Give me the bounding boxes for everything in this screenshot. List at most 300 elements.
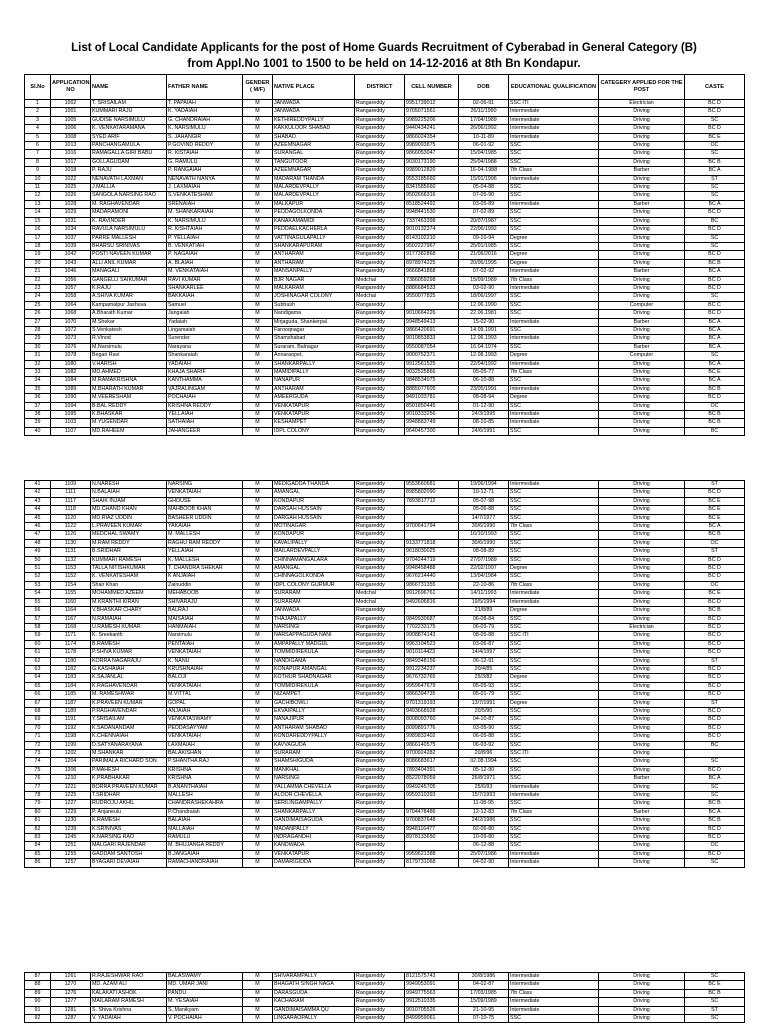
cell-caste: SC [685,1015,745,1023]
cell-father-name: M. YESAIAH [167,998,243,1006]
cell-dob: 10-09-80 [459,834,509,842]
cell-gender: M [243,497,273,505]
cell-native-place: Mirjaguda, Shankerpal [273,318,355,326]
cell-category: Driving [599,792,685,800]
cell-district: Rangareddy [355,506,405,514]
cell-name: M. RAGHAVENDAR [91,200,167,208]
candidates-table-1 [24,74,745,436]
cell-sl-no: 91 [25,1006,51,1014]
cell-caste: BC D [685,674,745,682]
cell-caste: BC D [685,716,745,724]
cell-cell-number: 9030173190 [405,158,459,166]
cell-application-no: 1155 [51,590,91,598]
table-row [25,506,745,514]
cell-native-place: AZEEMNAGAR [273,142,355,150]
cell-category: Driving [599,989,685,997]
cell-application-no: 1109 [51,481,91,489]
cell-district: Rangareddy [355,133,405,141]
cell-category: Computer [599,352,685,360]
cell-category: Driving [599,125,685,133]
cell-name: MD.RIAZ UDDIN [91,514,167,522]
cell-native-place: ANTHARAM [273,259,355,267]
cell-application-no: 1229 [51,808,91,816]
cell-father-name: YAKAIAH [167,523,243,531]
cell-name: P.SHIVA KUMAR [91,649,167,657]
cell-father-name: K. MALLESH [167,556,243,564]
cell-cell-number: 9010132374 [405,226,459,234]
cell-cell-number: 9492606816 [405,598,459,606]
cell-native-place: GANDIMAISAGUDA [273,817,355,825]
cell-qualification: SSC [509,192,599,200]
cell-cell-number: 9948883749 [405,419,459,427]
cell-native-place: VENKATAPUR [273,850,355,858]
cell-dob: 30/6/1990 [459,523,509,531]
cell-gender: M [243,301,273,309]
cell-qualification: SSC ITI [509,100,599,108]
cell-qualification: Intermediate [509,335,599,343]
cell-application-no: 1006 [51,125,91,133]
cell-cell-number: 8978974225 [405,259,459,267]
cell-father-name: P.GOVIND REDDY [167,142,243,150]
cell-category: Driving [599,175,685,183]
cell-father-name: MALLESH [167,792,243,800]
cell-district: Rangareddy [355,167,405,175]
cell-district: Rangareddy [355,377,405,385]
cell-gender: M [243,394,273,402]
cell-district: Rangareddy [355,209,405,217]
cell-name: K.PRABHAKAR [91,775,167,783]
cell-sl-no: 52 [25,573,51,581]
cell-sl-no: 30 [25,343,51,351]
cell-category: Driving [599,242,685,250]
cell-native-place: MANSANPALLY [273,268,355,276]
cell-dob: 14/7/1977 [459,514,509,522]
cell-cell-number: 9553185660 [405,175,459,183]
cell-application-no: 1277 [51,998,91,1006]
cell-cell-number: 9951739012 [405,100,459,108]
cell-qualification: SSC [509,310,599,318]
cell-category: Driving [599,531,685,539]
cell-category: Driving [599,1015,685,1023]
cell-name: K. RAVINDER [91,217,167,225]
cell-name: N.BALAIAH [91,489,167,497]
table-row [25,724,745,732]
cell-caste: OC [685,581,745,589]
cell-qualification: 7th Class [509,369,599,377]
cell-name: K.CHENNAIAH [91,733,167,741]
cell-cell-number: 9866053047 [405,150,459,158]
cell-caste: BC B [685,817,745,825]
cell-application-no: 1017 [51,158,91,166]
cell-father-name: P.Chandraiah [167,808,243,816]
cell-district: Rangareddy [355,259,405,267]
cell-application-no: 1189 [51,707,91,715]
cell-name: BYAGARI DEVAIAH [91,859,167,867]
cell-dob: 09-10-94 [459,234,509,242]
table-row [25,707,745,715]
cell-category: Driving [599,377,685,385]
cell-name: A.Bharath Kumar [91,310,167,318]
cell-application-no: 1152 [51,573,91,581]
cell-father-name: K. YADAIAH [167,108,243,116]
cell-dob: 30/8/1986 [459,973,509,981]
cell-category: Driving [599,284,685,292]
cell-sl-no: 61 [25,649,51,657]
cell-native-place: MALARDEVPALLY [273,192,355,200]
cell-cell-number: 9618030025 [405,548,459,556]
cell-gender: M [243,665,273,673]
cell-qualification: SSC [509,1015,599,1023]
cell-category: Driving [599,691,685,699]
cell-district: Rangareddy [355,116,405,124]
cell-qualification: SSC [509,649,599,657]
cell-native-place: JANWADA [273,607,355,615]
cell-gender: M [243,284,273,292]
cell-sl-no: 9 [25,167,51,175]
cell-caste: BC A [685,523,745,531]
cell-native-place: KONDAPUR [273,497,355,505]
cell-native-place: NARSAPPAGUDA NANI [273,632,355,640]
cell-cell-number: 9700837648 [405,817,459,825]
cell-cell-number: 8985802090 [405,489,459,497]
table-row [25,973,745,981]
cell-native-place: AMEERGUDA [273,394,355,402]
cell-gender: M [243,989,273,997]
cell-application-no: 1080 [51,360,91,368]
cell-sl-no: 33 [25,369,51,377]
table-row [25,514,745,522]
cell-gender: M [243,817,273,825]
cell-qualification: Intermediate [509,973,599,981]
cell-native-place: SURARAM [273,590,355,598]
cell-sl-no: 66 [25,691,51,699]
cell-name: KUMMARI RAMESH [91,556,167,564]
cell-caste: BC E [685,133,745,141]
cell-category: Driving [599,699,685,707]
cell-gender: M [243,758,273,766]
cell-qualification: SSC [509,209,599,217]
cell-caste: BC E [685,590,745,598]
cell-category: Driving [599,259,685,267]
cell-native-place: GACHIBOWLI [273,699,355,707]
cell-caste: BC D [685,556,745,564]
cell-gender: M [243,100,273,108]
table-row [25,175,745,183]
cell-father-name: M.VITTAL [167,691,243,699]
col-name: NAME [91,75,167,100]
cell-district: Rangareddy [355,402,405,410]
cell-qualification: Intermediate [509,590,599,598]
cell-district: Rangareddy [355,226,405,234]
cell-cell-number: 8886684533 [405,284,459,292]
cell-caste: BC A [685,268,745,276]
cell-native-place: MALKAPUR [273,200,355,208]
cell-dob: 15/04/1985 [459,150,509,158]
cell-dob: 08-08-94 [459,394,509,402]
cell-application-no: 1206 [51,766,91,774]
cell-sl-no: 1 [25,100,51,108]
cell-qualification: SSC [509,817,599,825]
cell-category: Driving [599,514,685,522]
cell-sl-no: 86 [25,859,51,867]
cell-name: M.Narsimulu [91,343,167,351]
cell-category: Electrician [599,623,685,631]
cell-caste: BC D [685,615,745,623]
cell-dob: 10-12-71 [459,489,509,497]
col-educational-qualification: EDUCATIONAL QUALIFICATION [509,75,599,100]
cell-native-place: Nandigama [273,310,355,318]
cell-category: Driving [599,142,685,150]
table-row [25,411,745,419]
cell-qualification: Intermediate [509,419,599,427]
table-row [25,775,745,783]
cell-caste: SC [685,242,745,250]
cell-name: B.RAMESH [91,640,167,648]
cell-sl-no: 63 [25,665,51,673]
cell-gender: M [243,565,273,573]
cell-name: GANGELLI SAIKUMAR [91,276,167,284]
cell-gender: M [243,800,273,808]
cell-name: BORRA PRAVEEN KUMAR [91,783,167,791]
cell-gender: M [243,268,273,276]
cell-gender: M [243,539,273,547]
cell-district: Rangareddy [355,657,405,665]
cell-qualification: SSC [509,377,599,385]
cell-dob: 05-01-79 [459,691,509,699]
cell-father-name: Yadaiah [167,318,243,326]
cell-gender: M [243,419,273,427]
cell-sl-no: 11 [25,184,51,192]
cell-category: Barber [599,268,685,276]
cell-gender: M [243,850,273,858]
cell-gender: M [243,167,273,175]
cell-gender: M [243,973,273,981]
cell-sl-no: 49 [25,548,51,556]
cell-caste: BC A [685,360,745,368]
cell-native-place: KESHAMPET [273,419,355,427]
cell-father-name: BASHEER UDDIN [167,514,243,522]
cell-caste: BC A [685,343,745,351]
cell-name: B.SRIDHAR [91,548,167,556]
cell-qualification: Degree [509,674,599,682]
table-row [25,276,745,284]
cell-father-name: R. KISHTAIAH [167,226,243,234]
cell-gender: M [243,750,273,758]
cell-name: K.PRAVEEN KUMAR [91,699,167,707]
cell-qualification: SSC [509,800,599,808]
cell-qualification: SSC ITI [509,750,599,758]
cell-name: GOLLAGUDAM [91,158,167,166]
cell-native-place: NANDIGAMA [273,657,355,665]
cell-father-name: VENKATAIAH [167,733,243,741]
cell-father-name: G. RAMULU [167,158,243,166]
cell-cell-number: 9666841868 [405,268,459,276]
cell-native-place: PEDDAELKACHERLA [273,226,355,234]
cell-qualification: SSC [509,556,599,564]
cell-gender: M [243,674,273,682]
cell-gender: M [243,724,273,732]
cell-native-place: AMANGAL [273,565,355,573]
cell-father-name: G. CHANDRAIAH [167,116,243,124]
cell-district: Rangareddy [355,184,405,192]
cell-category: Driving [599,682,685,690]
cell-father-name: P. RANGAIAH [167,167,243,175]
cell-father-name: RAMULU [167,834,243,842]
title-line-2: from Appl.No 1001 to 1500 to be held on 14-12-2016 at 8th Bn Kondapur. [187,58,581,70]
cell-native-place: NANAJIPUR [273,716,355,724]
cell-name: S.Venkatesh [91,326,167,334]
cell-caste: BC B [685,385,745,393]
cell-district: Rangareddy [355,217,405,225]
cell-dob: 23/05/1991 [459,385,509,393]
cell-name: RUDROJU AKHIL [91,800,167,808]
cell-application-no: 1034 [51,226,91,234]
cell-gender: M [243,192,273,200]
cell-father-name: VENKATASWAMY [167,716,243,724]
cell-gender: M [243,318,273,326]
table-row [25,981,745,989]
table-row [25,310,745,318]
cell-cell-number: 8099891776 [405,724,459,732]
cell-cell-number: 9550087054 [405,343,459,351]
cell-father-name: S.VENKATESHAM [167,192,243,200]
cell-qualification: SSC [509,724,599,732]
cell-sl-no: 8 [25,158,51,166]
table-row [25,335,745,343]
cell-qualification: SSC [509,427,599,435]
cell-name: Begari Ravi [91,352,167,360]
cell-father-name: BALASWAMY [167,973,243,981]
cell-native-place: AZEEMNAGAR [273,167,355,175]
cell-qualification: Intermediate [509,318,599,326]
cell-cell-number: 7337463398 [405,217,459,225]
cell-father-name: Surender [167,335,243,343]
cell-category: Driving [599,360,685,368]
cell-gender: M [243,116,273,124]
col-dob: DOB [459,75,509,100]
cell-cell-number: 9032525866 [405,369,459,377]
cell-district: Rangareddy [355,783,405,791]
cell-dob: 13/04/1984 [459,573,509,581]
cell-name: MADARAMONI [91,209,167,217]
cell-gender: M [243,842,273,850]
cell-native-place: SHAMSHIGUDA [273,758,355,766]
cell-category: Driving [599,293,685,301]
table-row [25,293,745,301]
table-row [25,825,745,833]
cell-caste: ST [685,548,745,556]
cell-gender: M [243,834,273,842]
cell-sl-no: 80 [25,808,51,816]
cell-district: Rangareddy [355,741,405,749]
cell-district: Rangareddy [355,343,405,351]
cell-qualification: Intermediate [509,1006,599,1014]
cell-sl-no: 20 [25,259,51,267]
cell-caste: SC [685,150,745,158]
cell-category: Driving [599,758,685,766]
cell-application-no: 1089 [51,385,91,393]
cell-dob: 16.04.1974 [459,343,509,351]
cell-qualification: SSC [509,150,599,158]
table-row [25,142,745,150]
cell-category: Driving [599,598,685,606]
cell-cell-number: 9502227967 [405,242,459,250]
cell-father-name: BALAIAH [167,817,243,825]
cell-gender: M [243,531,273,539]
cell-application-no: 1078 [51,352,91,360]
col-gender: GENDER ( M/F) [243,75,273,100]
cell-cell-number [405,531,459,539]
cell-application-no: 1261 [51,973,91,981]
cell-dob: 07-10-75 [459,1015,509,1023]
cell-category: Driving [599,335,685,343]
cell-caste: BC D [685,108,745,116]
cell-name: M.YUGENDAR [91,419,167,427]
cell-sl-no: 70 [25,724,51,732]
cell-district: Rangareddy [355,150,405,158]
cell-native-place: INDRAGANDHI [273,834,355,842]
cell-name: KALAKATI ASHOK [91,989,167,997]
cell-district: Medchal [355,590,405,598]
cell-dob: 04-02-87 [459,981,509,989]
cell-district: Rangareddy [355,394,405,402]
cell-sl-no: 14 [25,209,51,217]
cell-gender: M [243,226,273,234]
cell-cell-number: 8341585660 [405,184,459,192]
cell-qualification: SSC [509,242,599,250]
cell-category: Barber [599,343,685,351]
cell-dob: 25/3/82 [459,674,509,682]
cell-district: Rangareddy [355,581,405,589]
cell-dob: 05-07-98 [459,497,509,505]
cell-caste: BC A [685,200,745,208]
cell-qualification: Intermediate [509,783,599,791]
table-row [25,834,745,842]
cell-caste: SC [685,293,745,301]
cell-cell-number: 9949245705 [405,783,459,791]
cell-caste: BC E [685,497,745,505]
cell-native-place: DARASGUDA [273,989,355,997]
cell-district: Rangareddy [355,640,405,648]
cell-sl-no: 28 [25,326,51,334]
cell-district: Rangareddy [355,419,405,427]
cell-category: Driving [599,497,685,505]
cell-father-name: BALAKISHAN [167,750,243,758]
cell-qualification: Intermediate [509,116,599,124]
cell-application-no: 1182 [51,665,91,673]
cell-application-no: 1160 [51,598,91,606]
cell-gender: M [243,741,273,749]
table-row [25,125,745,133]
cell-cell-number: 9849348156 [405,657,459,665]
cell-category: Barber [599,200,685,208]
cell-caste: BC E [685,506,745,514]
cell-native-place: IDPL COLONY [273,427,355,435]
cell-dob: 19/06/1994 [459,481,509,489]
cell-qualification: SSC [509,825,599,833]
cell-district: Medchal [355,598,405,606]
cell-gender: M [243,981,273,989]
cell-sl-no: 45 [25,514,51,522]
cell-qualification: Intermediate [509,385,599,393]
cell-category: Driving [599,998,685,1006]
cell-caste: SC [685,859,745,867]
cell-father-name: MEHABOOB [167,590,243,598]
cell-cell-number: 9700641794 [405,523,459,531]
cell-dob: 15/7/1993 [459,792,509,800]
cell-district: Rangareddy [355,242,405,250]
cell-qualification: Intermediate [509,360,599,368]
